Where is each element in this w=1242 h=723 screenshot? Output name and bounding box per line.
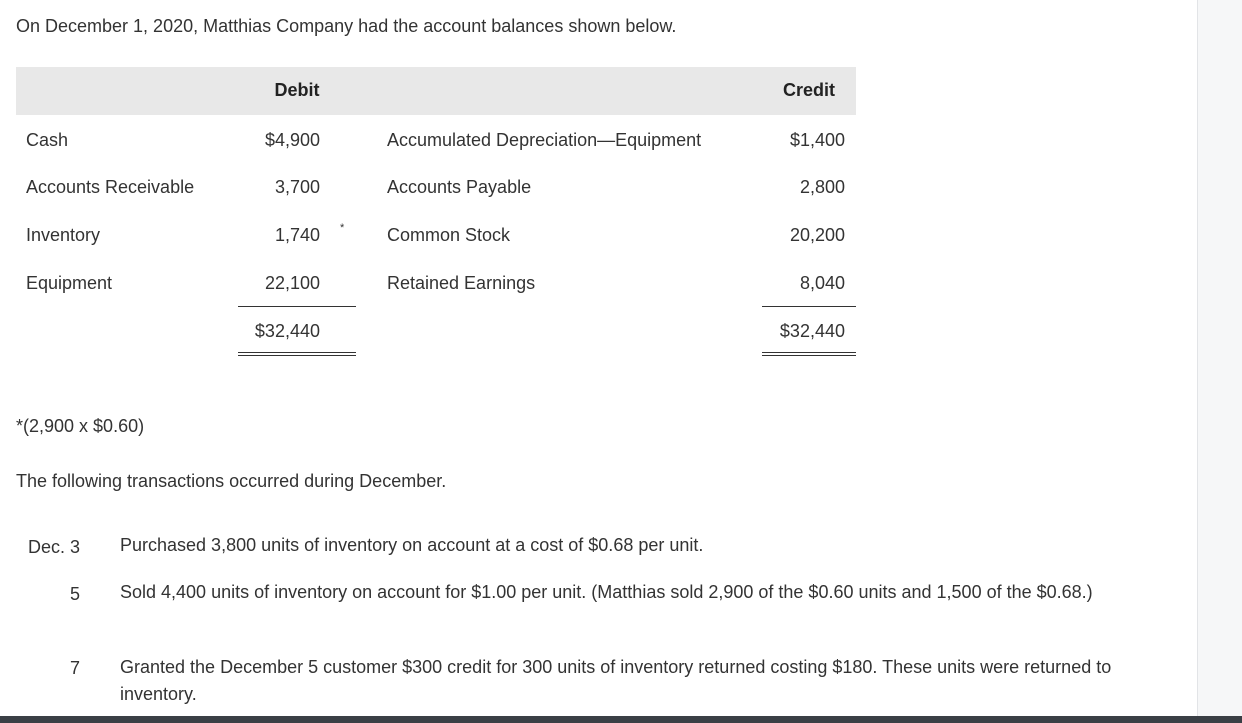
credit-accumulated-depreciation: $1,400: [789, 130, 845, 150]
side-panel: [1197, 0, 1242, 716]
inventory-footnote: *(2,900 x $0.60): [16, 416, 145, 436]
account-cash: Cash: [26, 130, 69, 150]
account-accumulated-depreciation: Accumulated Depreciation—Equipment: [387, 130, 702, 150]
debit-column-header: Debit: [274, 80, 320, 100]
debit-accounts-receivable: 3,700: [274, 177, 320, 197]
debit-equipment: 22,100: [264, 273, 320, 293]
account-accounts-receivable: Accounts Receivable: [26, 177, 195, 197]
debit-double-underline-bottom: [238, 355, 356, 356]
inventory-footnote-marker: *: [340, 222, 345, 234]
credit-total-underline: [762, 306, 856, 307]
transaction-description: Granted the December 5 customer $300 credit for 300 units of inventory returned costing $180. These units were returned to inventory.: [120, 657, 1112, 704]
debit-double-underline-top: [238, 352, 356, 353]
account-common-stock: Common Stock: [387, 225, 511, 245]
account-accounts-payable: Accounts Payable: [387, 177, 532, 197]
credit-double-underline-bottom: [762, 355, 856, 356]
credit-common-stock: 20,200: [789, 225, 845, 245]
debit-inventory: 1,740: [274, 225, 320, 245]
credit-total: $32,440: [779, 321, 845, 341]
intro-text: On December 1, 2020, Matthias Company had the account balances shown below.: [16, 16, 677, 36]
debit-cash: $4,900: [264, 130, 320, 150]
transaction-date: 5: [69, 584, 80, 604]
transaction-description: Purchased 3,800 units of inventory on account at a cost of $0.68 per unit.: [120, 535, 704, 555]
balance-table-header: [16, 67, 856, 115]
transaction-description: Sold 4,400 units of inventory on account for $1.00 per unit. (Matthias sold 2,900 of the $0.60 units and 1,500 of the $0.68.): [120, 582, 1093, 602]
transaction-date: 7: [69, 658, 80, 678]
account-inventory: Inventory: [26, 225, 101, 245]
credit-column-header: Credit: [782, 80, 835, 100]
transaction-date: Dec. 3: [27, 537, 80, 557]
bottom-bar: [0, 716, 1242, 723]
debit-total-underline: [238, 306, 356, 307]
transactions-intro: The following transactions occurred during December.: [16, 471, 447, 491]
debit-total: $32,440: [254, 321, 320, 341]
account-retained-earnings: Retained Earnings: [387, 273, 536, 293]
account-equipment: Equipment: [26, 273, 113, 293]
credit-accounts-payable: 2,800: [799, 177, 845, 197]
credit-double-underline-top: [762, 352, 856, 353]
credit-retained-earnings: 8,040: [799, 273, 845, 293]
